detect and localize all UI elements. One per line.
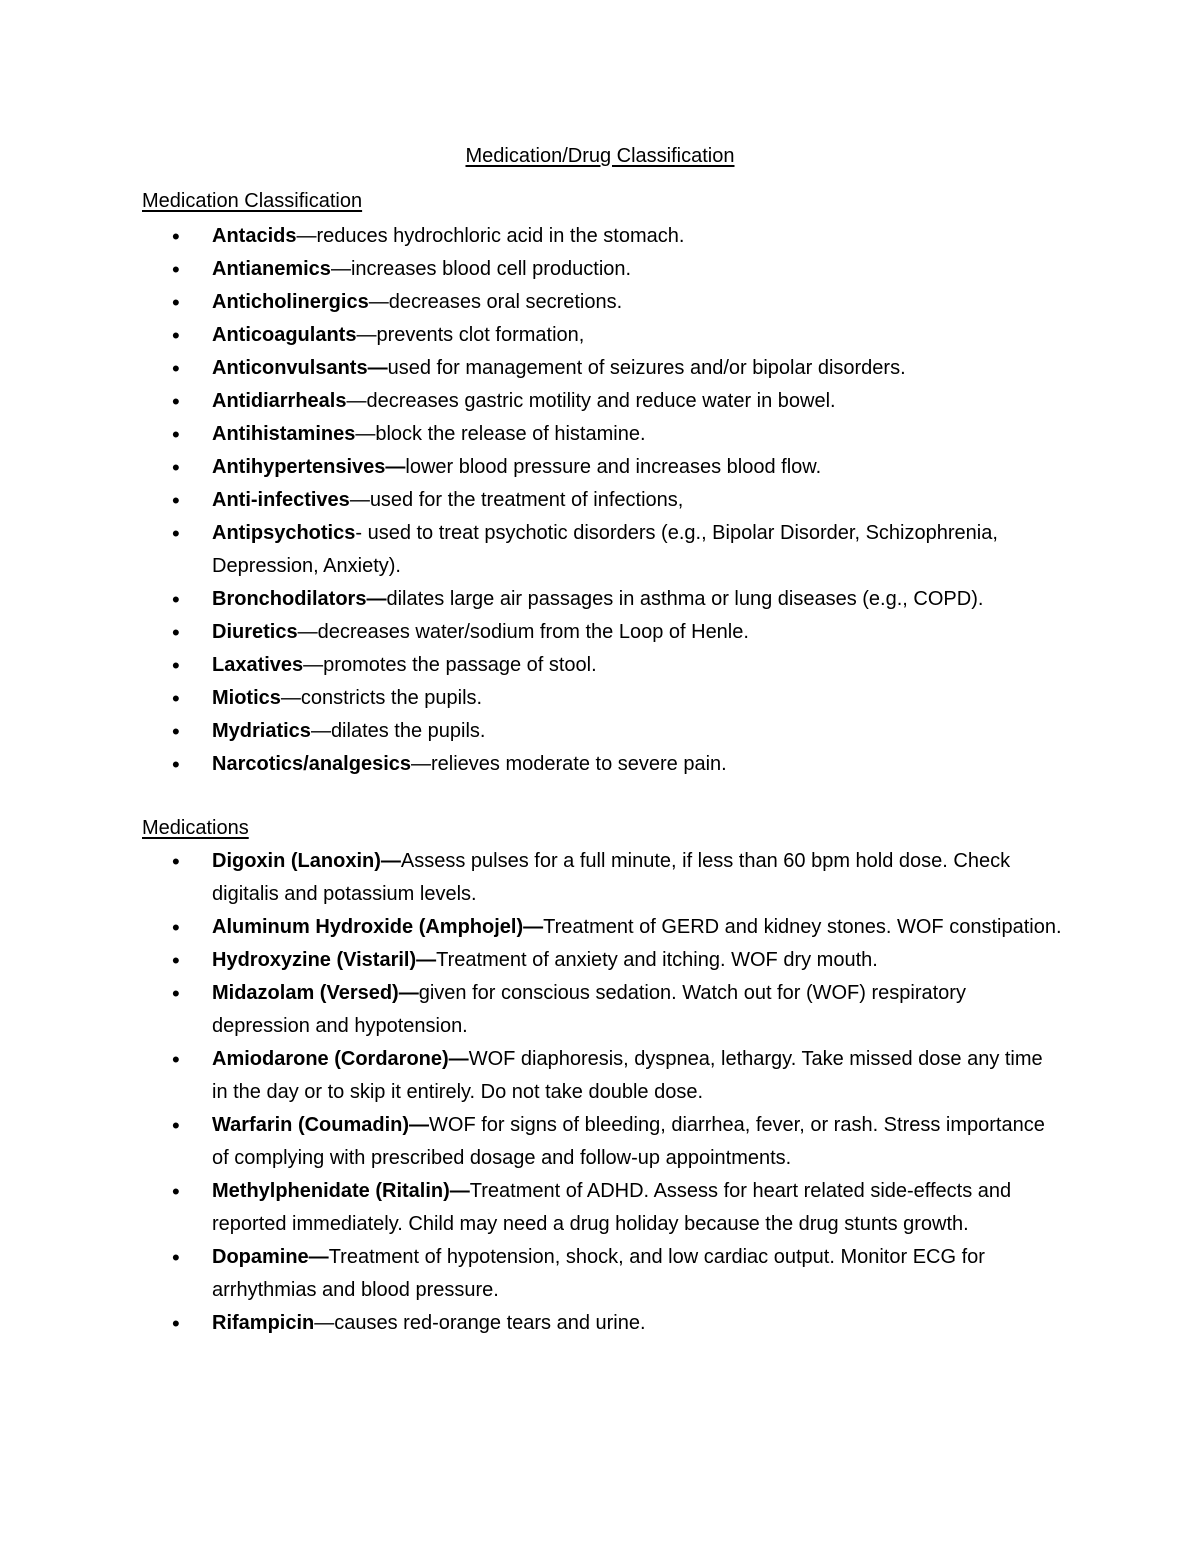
item-term: Anticonvulsants—: [212, 357, 388, 379]
item-description: —prevents clot formation,: [356, 324, 585, 346]
item-term: Antihistamines: [212, 423, 356, 445]
item-description: - used to treat psychotic disorders (e.g., Bipolar Disorder, Schizophrenia, Depression, Anxiety).: [212, 522, 998, 577]
item-term: Hydroxyzine (Vistaril)—: [212, 949, 437, 971]
list-item: [142, 451, 1062, 484]
item-term: Antianemics: [212, 258, 331, 280]
item-description: lower blood pressure and increases blood flow.: [405, 456, 822, 478]
item-term: Dopamine—: [212, 1246, 329, 1268]
list-item: [142, 1109, 1062, 1175]
list-item: [142, 253, 1062, 286]
list-item: [142, 1043, 1062, 1109]
list-item: [142, 845, 1062, 911]
item-term: Bronchodilators—: [212, 588, 387, 610]
list-item: [142, 418, 1062, 451]
item-term: Amiodarone (Cordarone)—: [212, 1048, 469, 1070]
item-description: —reduces hydrochloric acid in the stomach.: [296, 225, 685, 247]
list-item: [142, 583, 1062, 616]
item-description: Treatment of GERD and kidney stones. WOF constipation.: [543, 916, 1062, 938]
classification-heading: Medication Classification: [142, 190, 363, 212]
list-item: [142, 286, 1062, 319]
item-term: Rifampicin: [212, 1312, 315, 1334]
list-item: [142, 944, 1062, 977]
list-item: [142, 977, 1062, 1043]
item-description: —decreases oral secretions.: [368, 291, 623, 313]
item-term: Midazolam (Versed)—: [212, 982, 419, 1004]
item-term: Antacids: [212, 225, 297, 247]
list-item: [142, 385, 1062, 418]
item-description: —causes red-orange tears and urine.: [314, 1312, 646, 1334]
list-item: [142, 649, 1062, 682]
item-term: Narcotics/analgesics: [212, 753, 411, 775]
item-term: Anticholinergics: [212, 291, 369, 313]
item-description: Treatment of hypotension, shock, and low cardiac output. Monitor ECG for arrhythmias and blood pressure.: [212, 1246, 985, 1301]
document-title: Medication/Drug Classification: [465, 145, 735, 167]
item-description: used for management of seizures and/or bipolar disorders.: [387, 357, 906, 379]
item-term: Miotics: [212, 687, 281, 709]
list-item: [142, 911, 1062, 944]
item-term: Diuretics: [212, 621, 298, 643]
item-description: given for conscious sedation. Watch out for (WOF) respiratory depression and hypotension.: [212, 982, 966, 1037]
item-description: —decreases gastric motility and reduce water in bowel.: [346, 390, 836, 412]
item-term: Anticoagulants: [212, 324, 357, 346]
item-term: Anti-infectives: [212, 489, 350, 511]
item-description: —block the release of histamine.: [355, 423, 646, 445]
list-item: [142, 1241, 1062, 1307]
list-item: [142, 682, 1062, 715]
item-description: —dilates the pupils.: [310, 720, 486, 742]
list-item: [142, 616, 1062, 649]
item-description: WOF diaphoresis, dyspnea, lethargy. Take missed dose any time in the day or to skip it entirely. Do not take double dose.: [212, 1048, 1043, 1103]
item-description: Treatment of anxiety and itching. WOF dry mouth.: [436, 949, 878, 971]
list-item: [142, 220, 1062, 253]
list-item: [142, 1307, 1062, 1340]
list-item: [142, 715, 1062, 748]
item-description: —promotes the passage of stool.: [303, 654, 597, 676]
item-term: Warfarin (Coumadin)—: [212, 1114, 430, 1136]
list-item: [142, 748, 1062, 781]
item-term: Methylphenidate (Ritalin)—: [212, 1180, 470, 1202]
item-term: Antihypertensives—: [212, 456, 406, 478]
item-description: WOF for signs of bleeding, diarrhea, fever, or rash. Stress importance of complying with prescribed dosage and follow-up appointments.: [212, 1114, 1045, 1169]
item-description: Treatment of ADHD. Assess for heart related side-effects and reported immediately. Child may need a drug holiday because the drug stunts growth.: [212, 1180, 1012, 1235]
item-term: Mydriatics: [212, 720, 311, 742]
classification-list: [142, 220, 1062, 781]
item-description: —relieves moderate to severe pain.: [411, 753, 727, 775]
item-term: Antipsychotics: [212, 522, 356, 544]
item-description: —increases blood cell production.: [330, 258, 632, 280]
list-item: [142, 517, 1062, 583]
list-item: [142, 319, 1062, 352]
item-description: dilates large air passages in asthma or lung diseases (e.g., COPD).: [386, 588, 984, 610]
medications-heading: Medications: [142, 817, 249, 839]
item-term: Antidiarrheals: [212, 390, 347, 412]
item-term: Laxatives: [212, 654, 304, 676]
item-term: Digoxin (Lanoxin)—: [212, 850, 401, 872]
item-description: —used for the treatment of infections,: [349, 489, 684, 511]
item-description: Assess pulses for a full minute, if less than 60 bpm hold dose. Check digitalis and potassium levels.: [212, 850, 1011, 905]
list-item: [142, 352, 1062, 385]
item-description: —constricts the pupils.: [280, 687, 483, 709]
list-item: [142, 1175, 1062, 1241]
classification-section: [142, 188, 1062, 781]
item-description: —decreases water/sodium from the Loop of Henle.: [297, 621, 749, 643]
medications-list: [142, 845, 1062, 1340]
list-item: [142, 484, 1062, 517]
item-term: Aluminum Hydroxide (Amphojel)—: [212, 916, 544, 938]
medications-section: [142, 815, 1062, 1340]
